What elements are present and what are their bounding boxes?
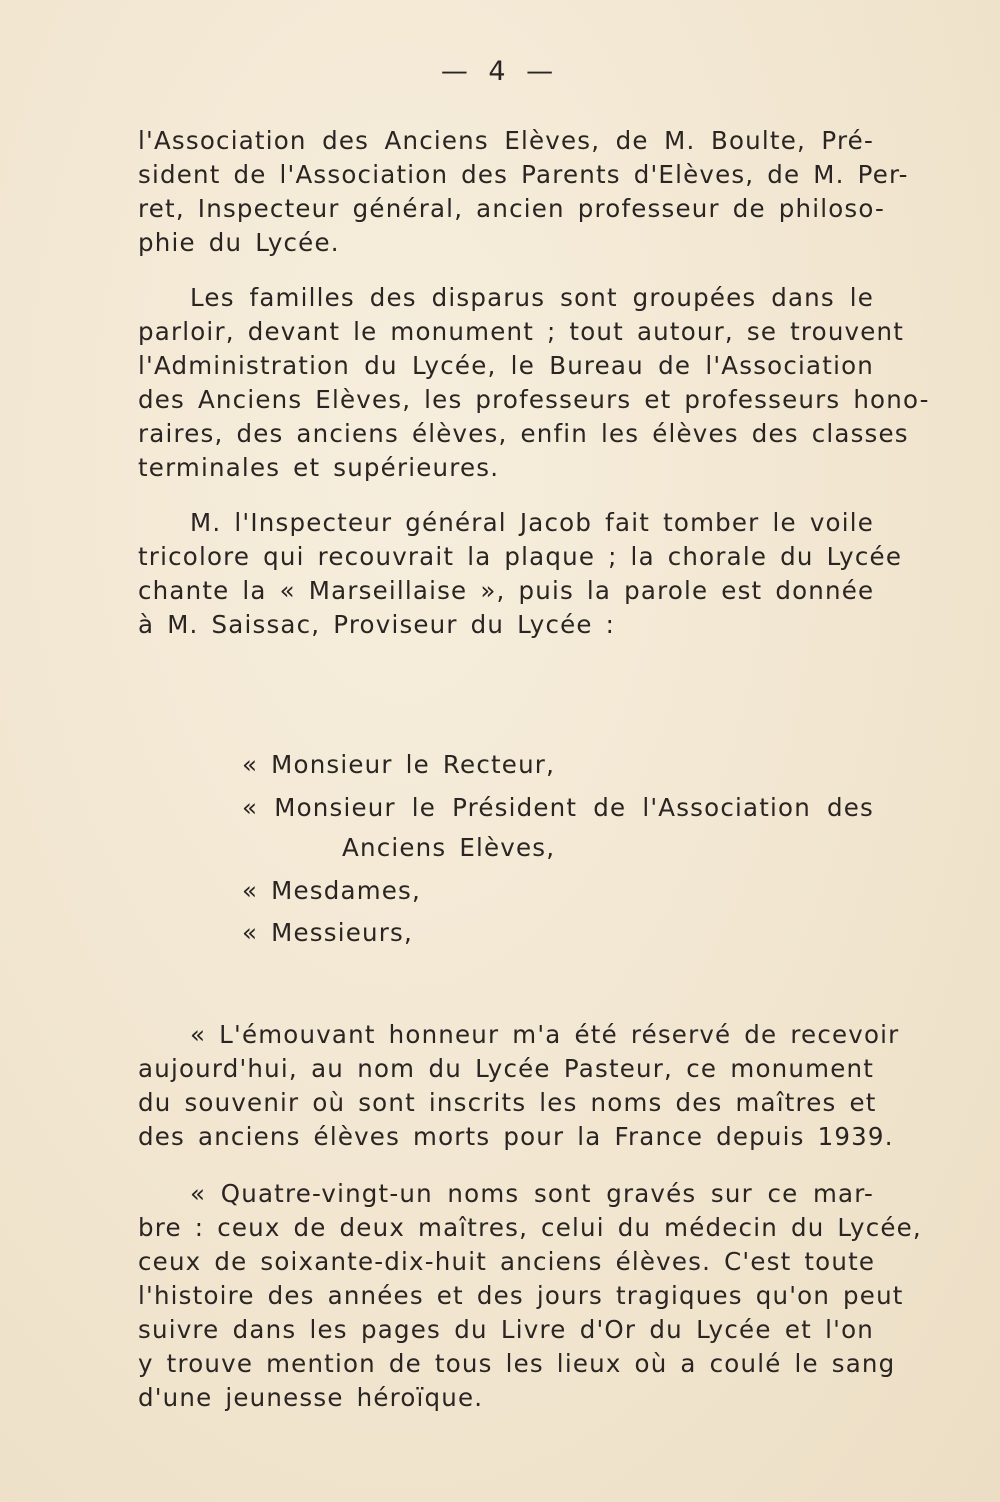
- page-number: — 4 —: [440, 56, 560, 87]
- text-line: tricolore qui recouvrait la plaque ; la chorale du Lycée: [138, 542, 903, 571]
- text-line: Les familles des disparus sont groupées dans le: [190, 283, 874, 312]
- text-line: M. l'Inspecteur général Jacob fait tomber le voile: [190, 508, 874, 537]
- text-line: chante la « Marseillaise », puis la parole est donnée: [138, 576, 875, 605]
- text-line: l'Administration du Lycée, le Bureau de l'Association: [138, 351, 874, 380]
- salutation-line: « Monsieur le Recteur,: [242, 750, 556, 779]
- text-line: ret, Inspecteur général, ancien professeur de philoso-: [138, 194, 886, 223]
- text-line: l'Association des Anciens Elèves, de M. Boulte, Pré-: [138, 126, 874, 155]
- text-line: raires, des anciens élèves, enfin les élèves des classes: [138, 419, 909, 448]
- text-line: parloir, devant le monument ; tout autour, se trouvent: [138, 317, 905, 346]
- text-line: bre : ceux de deux maîtres, celui du médecin du Lycée,: [138, 1213, 922, 1242]
- text-line: phie du Lycée.: [138, 228, 340, 257]
- paragraph-1: [138, 124, 909, 260]
- salutation-line: « Messieurs,: [242, 918, 413, 947]
- salutation-line: « Monsieur le Président de l'Association des: [242, 793, 874, 822]
- text-line: y trouve mention de tous les lieux où a coulé le sang: [138, 1349, 896, 1378]
- paragraph-3: [138, 506, 903, 642]
- text-line: terminales et supérieures.: [138, 453, 500, 482]
- text-line: ceux de soixante-dix-huit anciens élèves. C'est toute: [138, 1247, 876, 1276]
- paragraph-2: [138, 281, 930, 485]
- text-line: l'histoire des années et des jours tragiques qu'on peut: [138, 1281, 904, 1310]
- text-line: d'une jeunesse héroïque.: [138, 1383, 484, 1412]
- paragraph-5: [138, 1177, 922, 1415]
- text-line: « L'émouvant honneur m'a été réservé de recevoir: [190, 1020, 900, 1049]
- text-line: du souvenir où sont inscrits les noms des maîtres et: [138, 1088, 877, 1117]
- salutation-line: « Mesdames,: [242, 876, 422, 905]
- text-line: des anciens élèves morts pour la France depuis 1939.: [138, 1122, 894, 1151]
- text-line: suivre dans les pages du Livre d'Or du Lycée et l'on: [138, 1315, 874, 1344]
- text-line: des Anciens Elèves, les professeurs et professeurs hono-: [138, 385, 930, 414]
- text-line: « Quatre-vingt-un noms sont gravés sur ce mar-: [190, 1179, 874, 1208]
- text-line: sident de l'Association des Parents d'Elèves, de M. Per-: [138, 160, 909, 189]
- paragraph-4: [138, 1018, 900, 1154]
- salutation-line-continuation: Anciens Elèves,: [342, 833, 556, 862]
- text-line: à M. Saissac, Proviseur du Lycée :: [138, 610, 616, 639]
- text-line: aujourd'hui, au nom du Lycée Pasteur, ce monument: [138, 1054, 874, 1083]
